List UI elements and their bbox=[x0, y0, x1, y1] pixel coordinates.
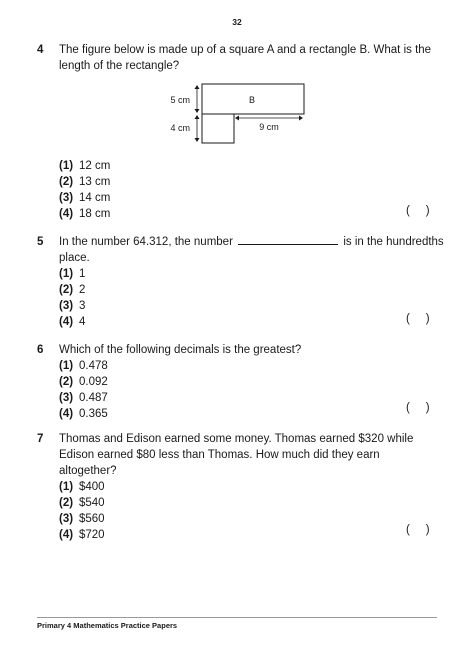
option-2[interactable]: (2) 13 cm bbox=[59, 176, 111, 188]
question-text: Thomas and Edison earned some money. Thomas earned $320 while Edison earned $80 less than Thomas. How much did they earn altogether? bbox=[59, 433, 414, 477]
answer-bracket[interactable]: ( ) bbox=[406, 402, 430, 414]
arrowhead-9cm-left bbox=[235, 116, 239, 121]
question-text: In the number 64.312, the number is in the hundredths place. bbox=[59, 236, 444, 264]
options-list bbox=[59, 266, 457, 330]
option-1[interactable]: (1) 12 cm bbox=[59, 160, 111, 172]
question-number: 7 bbox=[37, 433, 44, 445]
rectangle-figure bbox=[160, 82, 320, 147]
option-4[interactable]: (4) 0.365 bbox=[59, 408, 108, 420]
question-4 bbox=[37, 42, 457, 74]
question-4-options bbox=[37, 158, 457, 222]
question-number: 5 bbox=[37, 236, 44, 248]
question-text: The figure below is made up of a square A and a rectangle B. What is the length of the rectangle? bbox=[59, 44, 432, 72]
option-3[interactable]: (3) 3 bbox=[59, 300, 86, 312]
question-5 bbox=[37, 234, 457, 330]
option-3[interactable]: (3) 0.487 bbox=[59, 392, 108, 404]
option-2[interactable]: (2) $540 bbox=[59, 497, 105, 509]
option-1[interactable]: (1) 0.478 bbox=[59, 360, 108, 372]
question-6 bbox=[37, 342, 457, 422]
answer-bracket[interactable]: ( ) bbox=[406, 205, 430, 217]
question-text: Which of the following decimals is the greatest? bbox=[59, 344, 302, 356]
label-4cm: 4 cm bbox=[170, 123, 190, 133]
option-1[interactable]: (1) $400 bbox=[59, 481, 105, 493]
options-list bbox=[59, 358, 457, 422]
option-2[interactable]: (2) 2 bbox=[59, 284, 86, 296]
arrowhead-5cm-top bbox=[195, 85, 200, 89]
label-b: B bbox=[248, 95, 256, 105]
page-number: 32 bbox=[232, 17, 242, 27]
arrowhead-4cm-top bbox=[195, 115, 200, 119]
option-1[interactable]: (1) 1 bbox=[59, 268, 86, 280]
question-number: 6 bbox=[37, 344, 44, 356]
option-4[interactable]: (4) 4 bbox=[59, 316, 86, 328]
option-4[interactable]: (4) 18 cm bbox=[59, 208, 111, 220]
footer-divider bbox=[37, 617, 437, 618]
label-5cm: 5 cm bbox=[170, 95, 190, 105]
options-list bbox=[59, 158, 457, 222]
footer-text: Primary 4 Mathematics Practice Papers bbox=[37, 621, 178, 630]
square-a bbox=[202, 114, 234, 143]
arrowhead-5cm-bottom bbox=[195, 109, 200, 113]
answer-bracket[interactable]: ( ) bbox=[406, 524, 430, 536]
option-3[interactable]: (3) 14 cm bbox=[59, 192, 111, 204]
question-number: 4 bbox=[37, 44, 44, 56]
answer-blank[interactable] bbox=[238, 234, 338, 245]
label-9cm: 9 cm bbox=[259, 122, 279, 132]
option-4[interactable]: (4) $720 bbox=[59, 529, 105, 541]
options-list bbox=[59, 479, 457, 543]
option-2[interactable]: (2) 0.092 bbox=[59, 376, 108, 388]
question-7 bbox=[37, 431, 457, 543]
answer-bracket[interactable]: ( ) bbox=[406, 313, 430, 325]
option-3[interactable]: (3) $560 bbox=[59, 513, 105, 525]
arrowhead-4cm-bottom bbox=[195, 138, 200, 142]
arrowhead-9cm-right bbox=[299, 116, 303, 121]
